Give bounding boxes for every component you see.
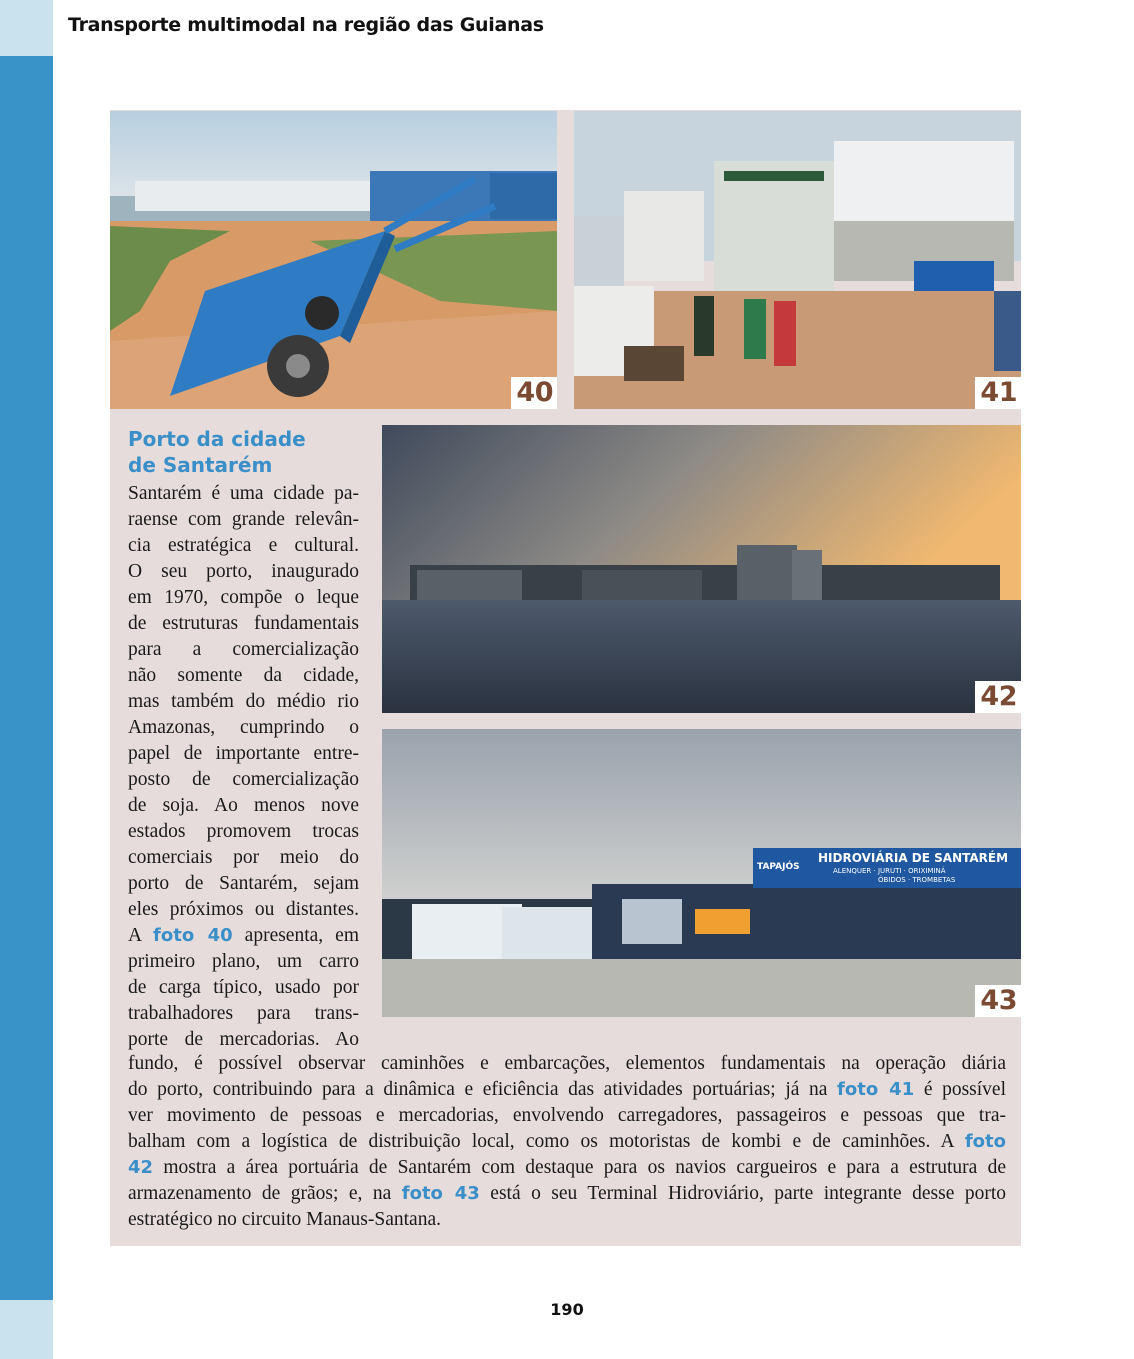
photo-43-reference: foto 43 [401,1183,480,1204]
photo-40 [110,111,557,409]
photo-40-reference: foto 40 [153,925,233,946]
photo-43-number: 43 [975,985,1021,1017]
photo-41-reference: foto 41 [837,1079,915,1100]
photo-42-number: 42 [975,681,1021,713]
terminal-sign-routes-1: ALENQUER · JURUTI · ORIXIMINÁ [833,867,946,875]
photo-40-image [110,111,557,409]
text-run: armazenamento de grãos; e, na [128,1183,402,1204]
text-line: estratégico no circuito Manaus-Santana. [128,1209,441,1230]
text-line: cia estratégica e cultural. [128,535,359,556]
text-line: porte de mercadorias. Ao [128,1029,359,1050]
text-line [128,1077,1006,1103]
text-line [128,1129,1006,1155]
text-line [128,1155,1006,1181]
text-run: está o seu Terminal Hidroviário, parte integrante desse porto [479,1183,1006,1204]
text-line: raense com grande relevân- [128,509,359,530]
text-line: para a comercialização [128,639,359,660]
page-number: 190 [550,1300,584,1319]
terminal-sign-brand: TAPAJÓS [757,862,800,872]
text-line: posto de comercialização [128,769,359,790]
text-line: em 1970, compõe o leque [128,587,359,608]
text-run: mostra a área portuária de Santarém com destaque para os navios cargueiros e para a estrutura de [153,1157,1006,1178]
text-line: comerciais por meio do [128,847,359,868]
photo-40-number: 40 [511,377,557,409]
photo-41-image [574,111,1021,409]
text-line: de soja. Ao menos nove [128,795,359,816]
text-line: papel de importante entre- [128,743,359,764]
text-line: estados promovem trocas [128,821,359,842]
photo-42 [382,425,1021,713]
text-run: do porto, contribuindo para a dinâmica e eficiência das atividades portuárias; já na [128,1079,838,1100]
photo-43 [382,729,1021,1017]
photo-42-reference-cont: 42 [128,1157,154,1178]
terminal-sign-routes-2: ÓBIDOS · TROMBETAS [878,876,956,884]
text-run: A [128,925,154,946]
text-line: O seu porto, inaugurado [128,561,359,582]
text-line: porto de Santarém, sejam [128,873,359,894]
text-run: é possível [914,1079,1007,1100]
photo-41 [574,111,1021,409]
sidebar-blue-bar [0,56,53,1300]
text-line: primeiro plano, um carro [128,951,359,972]
terminal-sign-title: HIDROVIÁRIA DE SANTARÉM [818,851,1009,865]
section-title-line-1: Porto da cidade [128,427,306,451]
full-width-text [128,1051,1006,1233]
photo-41-number: 41 [975,377,1021,409]
text-line: mas também do médio rio [128,691,359,712]
sidebar-top-block [0,0,53,56]
section-title [128,426,358,478]
running-head: Transporte multimodal na região das Guianas [68,14,544,36]
text-line: de estruturas fundamentais [128,613,359,634]
column-text [128,481,359,1053]
text-line: de carga típico, usado por [128,977,359,998]
photo-42-image [382,425,1021,713]
text-line: trabalhadores para trans- [128,1003,359,1024]
text-line: Amazonas, cumprindo o [128,717,359,738]
text-line: não somente da cidade, [128,665,359,686]
text-line [128,923,359,949]
terminal-sign [753,848,1021,888]
text-line: fundo, é possível observar caminhões e embarcações, elementos fundamentais na operação diária [128,1053,1006,1074]
photo-42-reference: foto [964,1131,1006,1152]
text-run: apresenta, em [232,925,359,946]
section-title-line-2: de Santarém [128,453,273,477]
text-line: eles próximos ou distantes. [128,899,359,920]
text-line [128,1181,1006,1207]
text-line: ver movimento de pessoas e mercadorias, envolvendo carregadores, passageiros e pessoas que tra- [128,1105,1006,1126]
text-line: Santarém é uma cidade pa- [128,483,359,504]
text-run: balham com a logística de distribuição local, como os motoristas de kombi e de caminhões. A [128,1131,965,1152]
